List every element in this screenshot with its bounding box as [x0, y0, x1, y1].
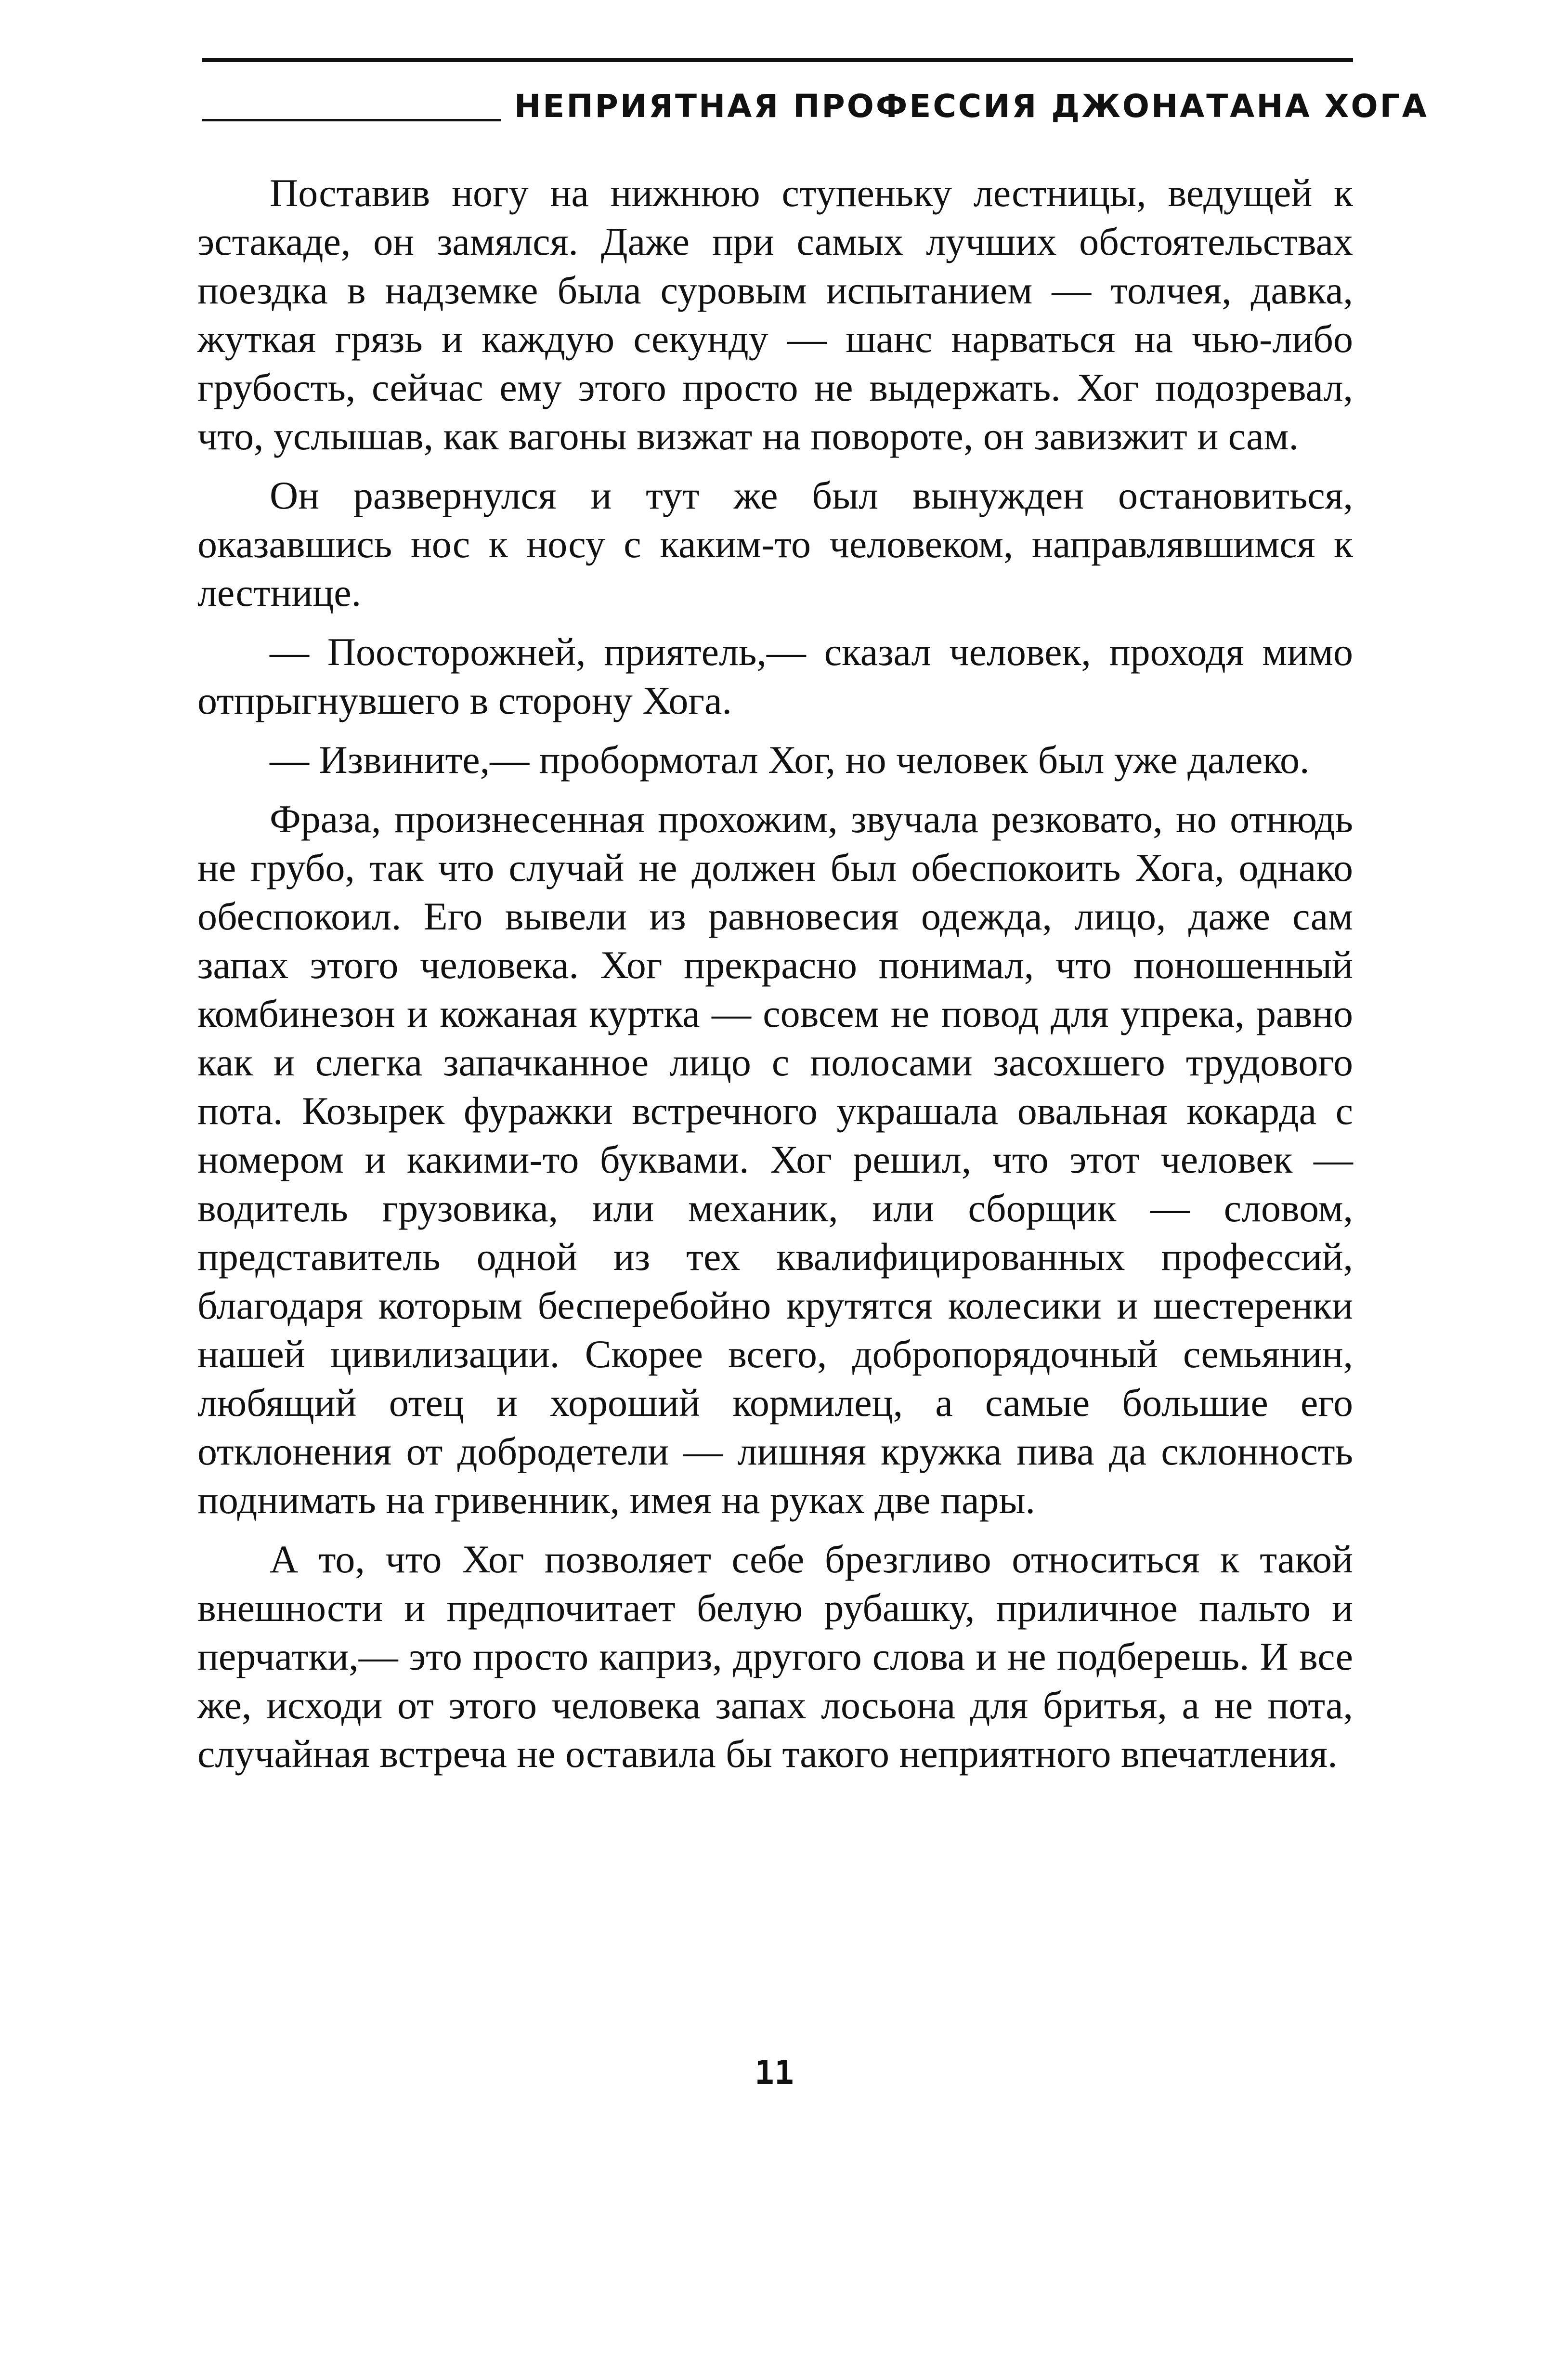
- paragraph-1: Поставив ногу на нижнюю ступеньку лестницы, ведущей к эстакаде, он замялся. Даже при самых лучших обстоятельствах поездка в надземке была суровым испытанием — толчея, давка, жуткая грязь и каждую секунду — шанс нарваться на чью-либо грубость, сейчас ему этого просто не выдержать. Хог подозревал, что, услышав, как вагоны визжат на повороте, он завизжит и сам.: [197, 171, 1353, 458]
- top-rule: [202, 58, 1353, 62]
- paragraph-3: — Поосторожней, приятель,— сказал человек, проходя мимо отпрыгнувшего в сторону Хога.: [197, 630, 1353, 722]
- paragraph-4: — Извините,— пробормотал Хог, но человек был уже далеко.: [270, 738, 1310, 782]
- running-header: НЕПРИЯТНАЯ ПРОФЕССИЯ ДЖОНАТАНА ХОГА: [514, 88, 1429, 125]
- header-rule: [202, 119, 501, 121]
- paragraph-6: А то, что Хог позволяет себе брезгливо относиться к такой внешности и предпочитает белую рубашку, приличное пальто и перчатки,— это просто каприз, другого слова и не подберешь. И все же, исходи от этого человека запах лосьона для бритья, а не пота, случайная встреча не оставила бы такого неприятного впечатления.: [197, 1537, 1353, 1776]
- main-text: [197, 169, 1353, 1789]
- paragraph-5: Фраза, произнесенная прохожим, звучала резковато, но отнюдь не грубо, так что случай не должен был обеспокоить Хога, однако обеспокоил. Его вывели из равновесия одежда, лицо, даже сам запах этого человека. Хог прекрасно понимал, что поношенный комбинезон и кожаная куртка — совсем не повод для упрека, равно как и слегка запачканное лицо с полосами засохшего трудового пота. Козырек фуражки встречного украшала овальная кокарда с номером и какими-то буквами. Хог решил, что этот человек — водитель грузовика, или механик, или сборщик — словом, представитель одной из тех квалифицированных профессий, благодаря которым бесперебойно крутятся колесики и шестеренки нашей цивилизации. Скорее всего, добропорядочный семьянин, любящий отец и хороший кормилец, а самые большие его отклонения от добродетели — лишняя кружка пива да склонность поднимать на гривенник, имея на руках две пары.: [197, 797, 1353, 1522]
- paragraph-2: Он развернулся и тут же был вынужден остановиться, оказавшись нос к носу с каким-то человеком, направлявшимся к лестнице.: [197, 473, 1353, 615]
- page-number: 11: [755, 2054, 794, 2092]
